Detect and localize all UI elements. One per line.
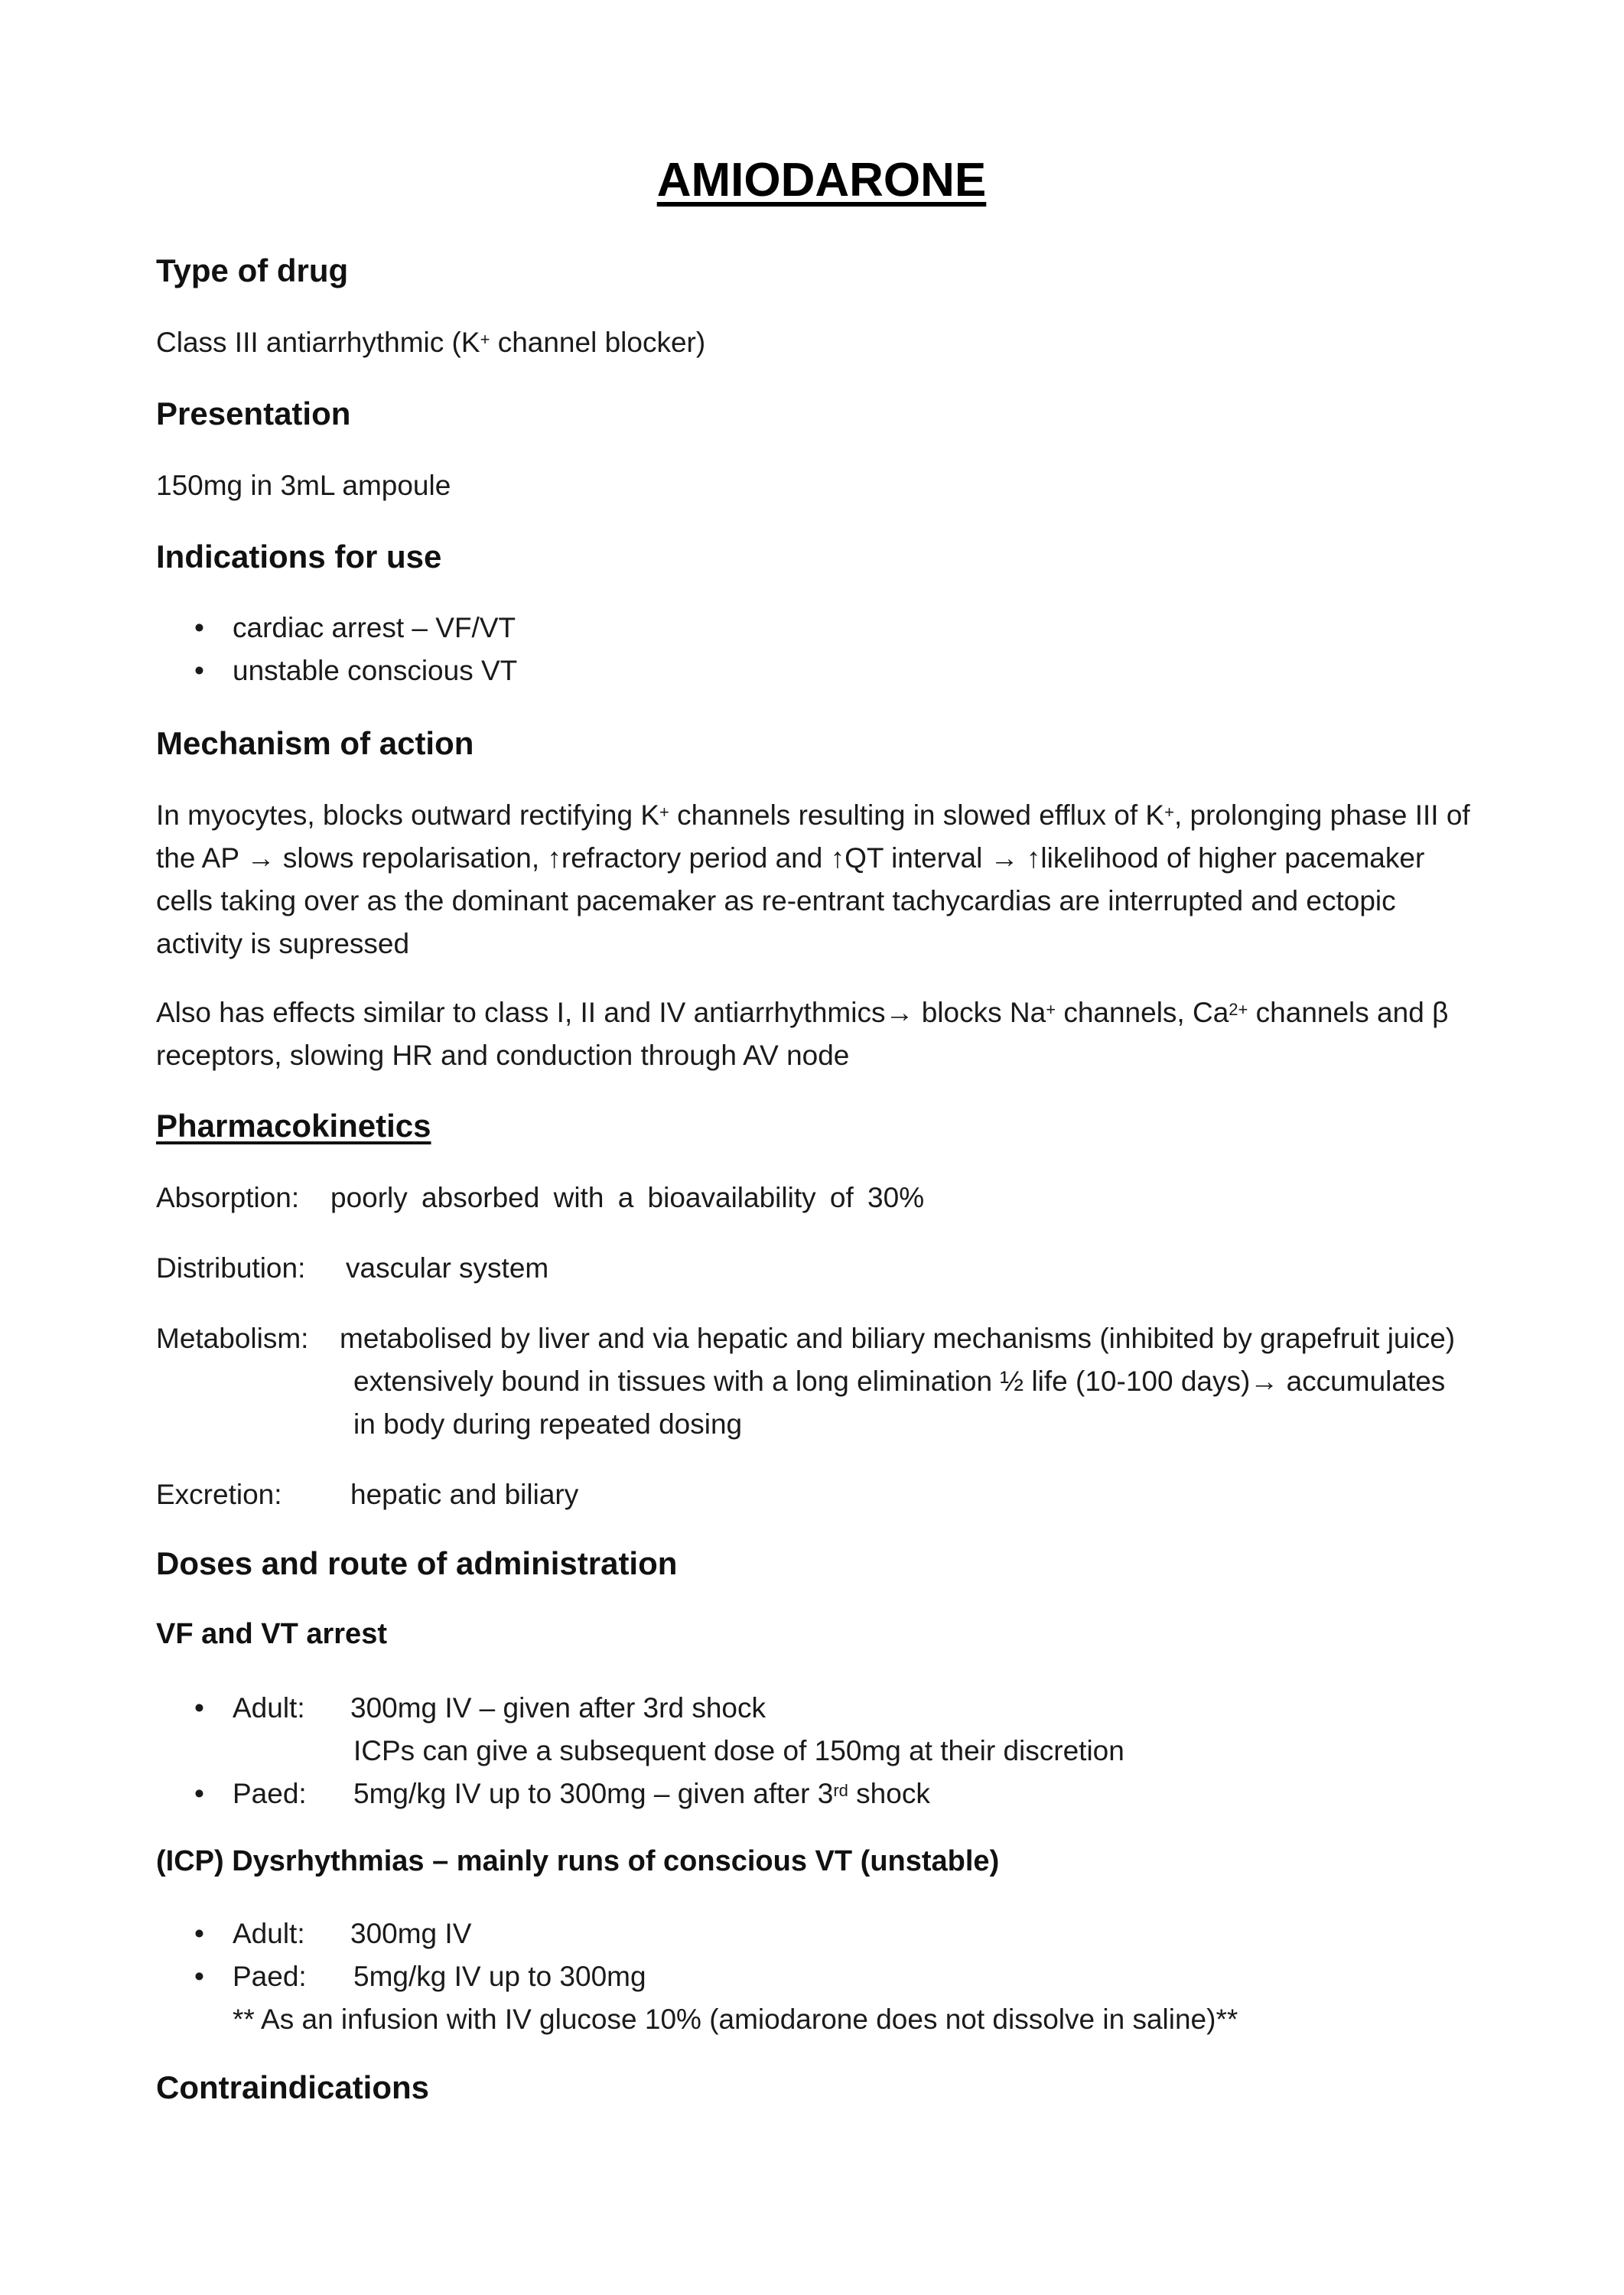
subheading-icp-dysrhythmias: (ICP) Dysrhythmias – mainly runs of conscious VT (unstable) [156, 1845, 1000, 1877]
vf-adult-label: Adult: [233, 1692, 305, 1724]
bullet: • [194, 1778, 204, 1809]
metabolism-line-3: in body during repeated dosing [353, 1408, 743, 1440]
heading-doses: Doses and route of administration [156, 1545, 678, 1581]
distribution-value: vascular system [346, 1252, 549, 1284]
excretion-row [156, 1473, 1533, 1516]
mechanism-paragraph-1: In myocytes, blocks outward rectifying K+ channels resulting in slowed efflux of K+, prolonging phase III of the AP → slows repolarisation, ↑refractory period and ↑QT interval → ↑likelihood of higher pacemaker cells taking over as the dominant pacemaker as re-entrant tachycardias are interrupted and ectopic activity is supressed [156, 799, 1470, 959]
type-of-drug-text: Class III antiarrhythmic (K+ channel blocker) [156, 327, 706, 358]
bullet: • [194, 1918, 204, 1949]
bullet: • [194, 1692, 204, 1724]
indications-list [156, 607, 517, 692]
excretion-value: hepatic and biliary [350, 1479, 579, 1510]
icp-adult-label: Adult: [233, 1918, 305, 1949]
vf-paed-value: 5mg/kg IV up to 300mg – given after 3rd shock [353, 1778, 930, 1809]
infusion-note: ** As an infusion with IV glucose 10% (amiodarone does not dissolve in saline)** [233, 2004, 1238, 2035]
heading-presentation: Presentation [156, 396, 351, 431]
heading-pharmacokinetics: Pharmacokinetics [156, 1108, 431, 1144]
vf-paed-label: Paed: [233, 1778, 307, 1809]
icp-adult-value: 300mg IV [350, 1918, 472, 1949]
heading-indications: Indications for use [156, 539, 442, 575]
list-item: • cardiac arrest – VF/VT [156, 607, 517, 649]
subheading-vf-vt-arrest: VF and VT arrest [156, 1618, 387, 1650]
metabolism-line-2: extensively bound in tissues with a long elimination ½ life (10-100 days)→ accumulates [353, 1366, 1446, 1397]
excretion-label: Excretion: [156, 1479, 282, 1510]
presentation-text: 150mg in 3mL ampoule [156, 470, 451, 501]
mechanism-paragraph-2: Also has effects similar to class I, II and IV antiarrhythmics→ blocks Na+ channels, $Ca^{2+}$ channels and β receptors, slowing HR and conduction through AV node [156, 997, 1449, 1071]
list-item: • unstable conscious VT [156, 649, 517, 692]
absorption-row [156, 1177, 1533, 1219]
metabolism-label: Metabolism: [156, 1323, 309, 1354]
vf-adult-value: 300mg IV – given after 3rd shock [350, 1692, 766, 1724]
vf-adult-note: ICPs can give a subsequent dose of 150mg at their discretion [353, 1735, 1124, 1766]
distribution-row [156, 1247, 1533, 1290]
page-title: AMIODARONE [656, 154, 987, 207]
distribution-label: Distribution: [156, 1252, 306, 1284]
absorption-value: poorly absorbed with a bioavailability of 30% [330, 1182, 925, 1213]
heading-type-of-drug: Type of drug [156, 252, 349, 288]
metabolism-row [156, 1317, 1533, 1360]
icp-paed-value: 5mg/kg IV up to 300mg [353, 1961, 646, 1992]
heading-contraindications: Contraindications [156, 2069, 430, 2105]
bullet: • [194, 1961, 204, 1992]
icp-paed-label: Paed: [233, 1961, 307, 1992]
absorption-label: Absorption: [156, 1182, 300, 1213]
heading-mechanism: Mechanism of action [156, 725, 474, 761]
metabolism-line-1: metabolised by liver and via hepatic and biliary mechanisms (inhibited by grapefruit juice) [340, 1323, 1456, 1354]
